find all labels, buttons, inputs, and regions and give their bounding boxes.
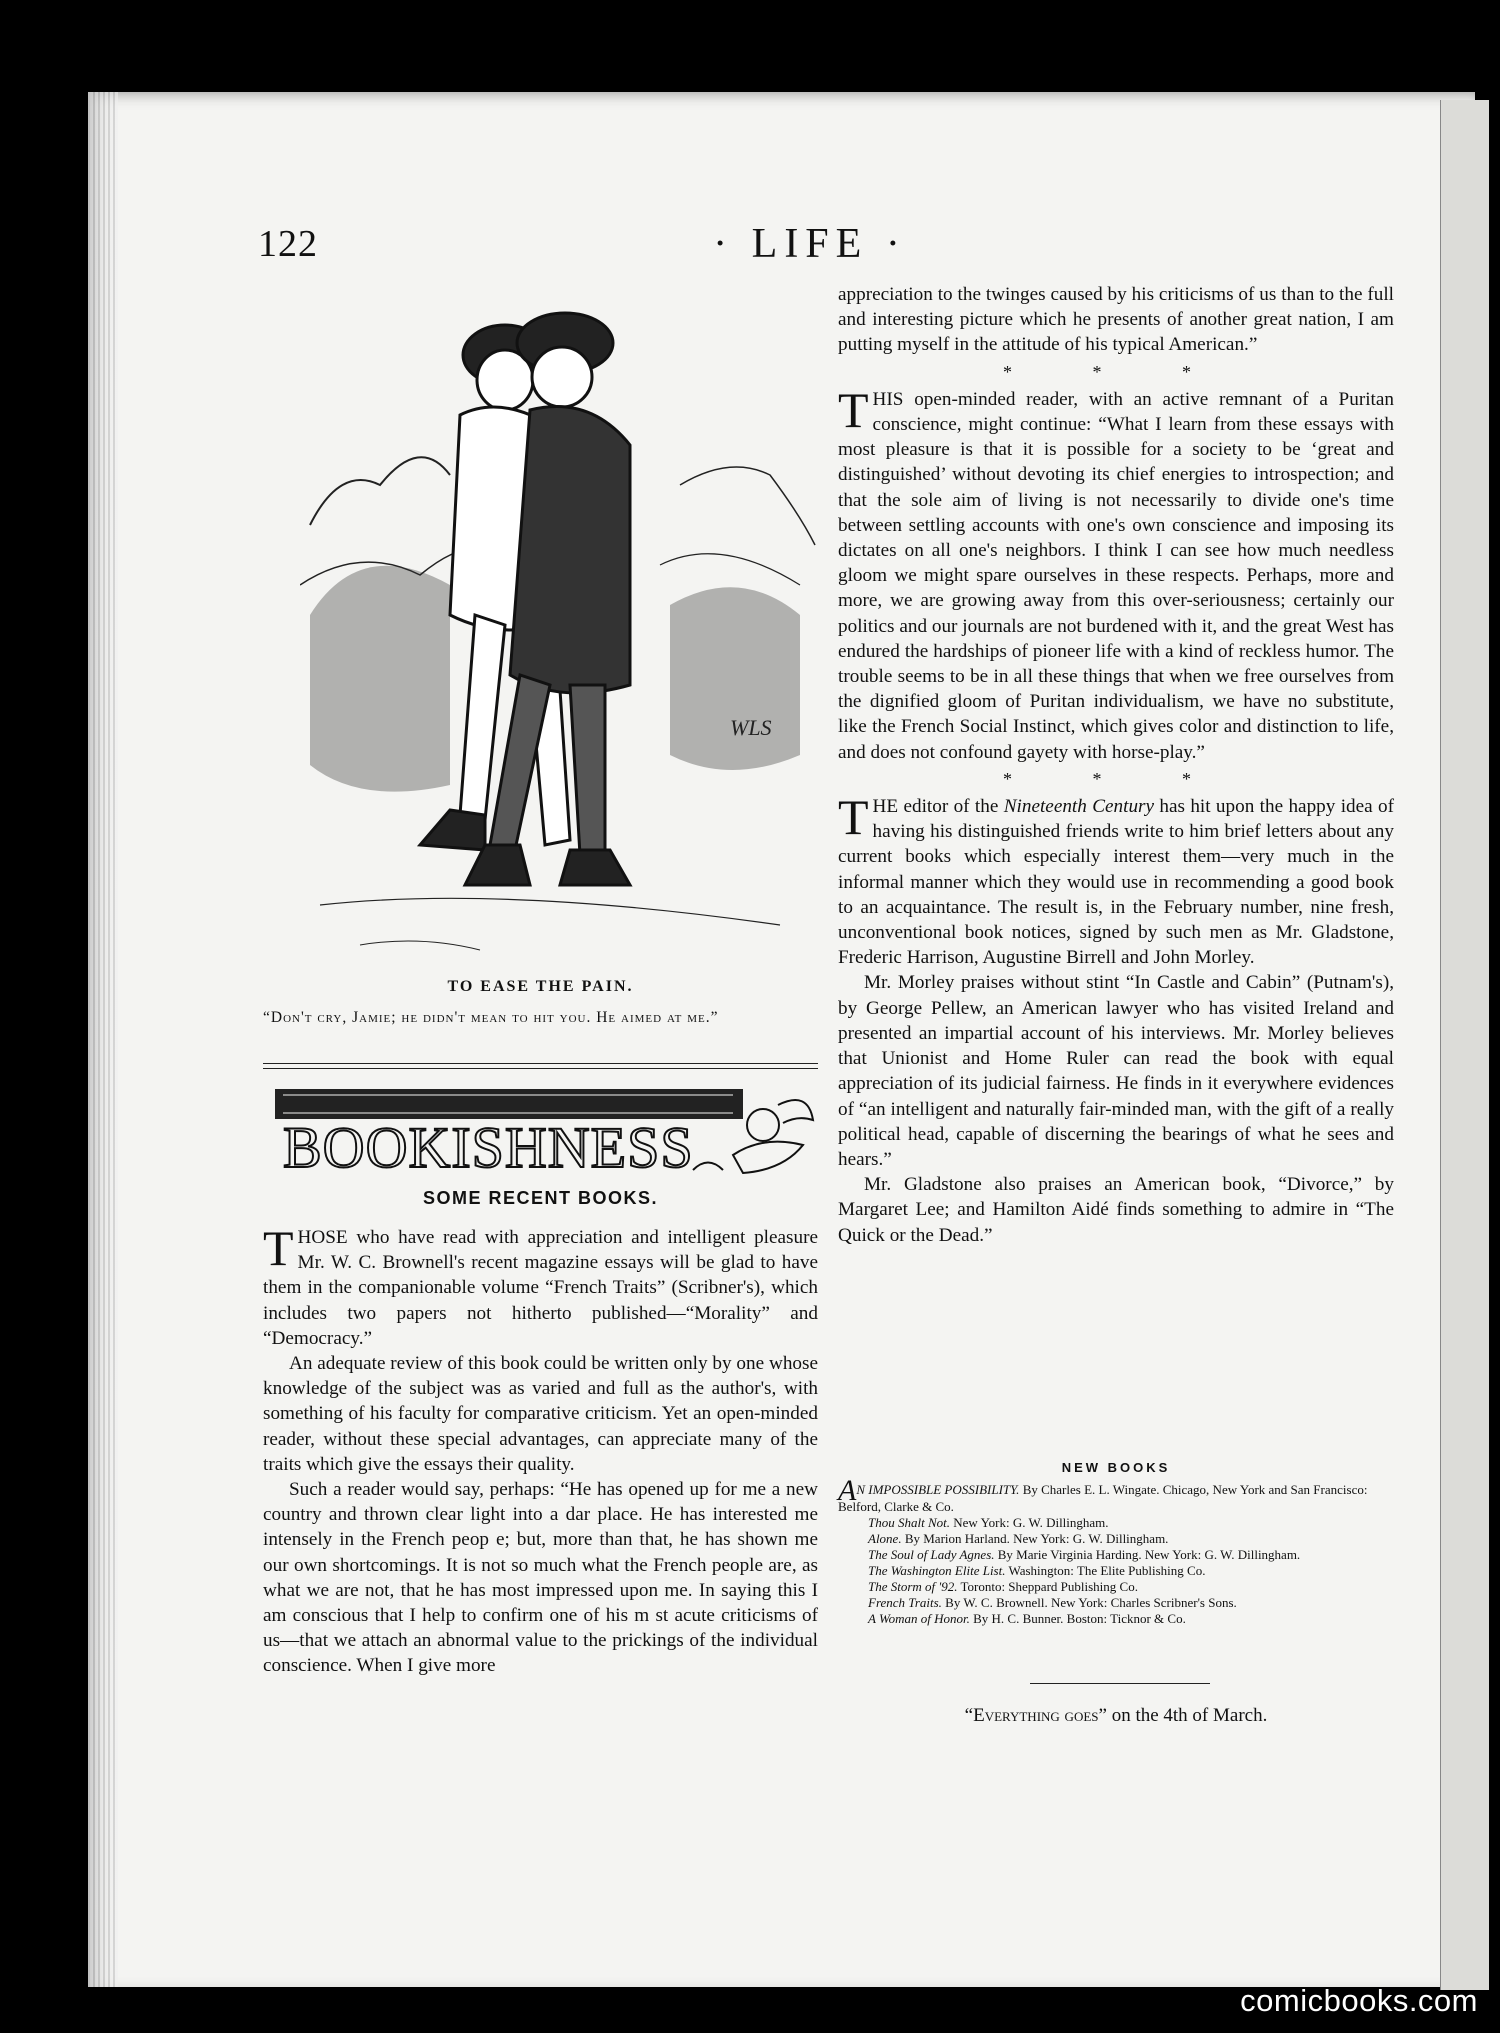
- paragraph: THOSE who have read with appreciation and intelligent pleasure Mr. W. C. Brownell's recent magazine essays will be glad to have them in the companionable volume “French Traits” (Scribner's), which includes two papers not hitherto published—“Morality” and “Democracy.”: [263, 1220, 818, 1349]
- list-item: The Washington Elite List. Washington: The Elite Publishing Co.: [868, 1563, 1206, 1578]
- illustration-boys-fighting: [300, 285, 820, 965]
- cherub-icon: [747, 1109, 779, 1141]
- section-stars: * * *: [1003, 361, 1229, 382]
- banner-text: BOOKISHNESS: [283, 1115, 694, 1180]
- drop-cap: T: [838, 789, 869, 846]
- drop-cap: T: [838, 381, 869, 438]
- watermark: comicbooks.com: [1240, 1983, 1478, 2018]
- list-item: The Soul of Lady Agnes. By Marie Virginia Harding. New York: G. W. Dillingham.: [868, 1547, 1301, 1562]
- adjacent-page-strip: [1440, 100, 1489, 1990]
- list-item: A Woman of Honor. By H. C. Bunner. Boston: Ticknor & Co.: [868, 1611, 1186, 1626]
- artist-signature: WLS: [730, 715, 772, 740]
- closing-line: “Everything goes” on the 4th of March.: [964, 1705, 1268, 1726]
- section-stars: * * *: [1003, 768, 1229, 789]
- paragraph: Such a reader would say, perhaps: “He has opened up for me a new country and thrown clear light into a dar place. He has interested me intensely in the French peop e; but, more than that, he has shown me our own shortcomings. It is not so much what the French people are, as what we are not, that he has most impressed upon me. In saying this I am conscious that I help to confirm one of his m st acute criticisms of us—that we attach an abnormal value to the prickings of the individual conscience. When I give more: [263, 1479, 818, 1677]
- paragraph: THIS open-minded reader, with an active remnant of a Puritan conscience, might continue: “What I learn from these essays with most pleasure is that it is possible for a society to be ‘great and distinguished’ without devoting its chief energies to introspection; and that the sole aim of living is not necessarily to divide one's time between settling accounts with one's own conscience and imposing its dictates on all one's neighbors. I think I can see how much needless gloom we might spare ourselves in these respects. Perhaps, more and more, we are growing away from this over-seriousness; certainly our politics and our journals are not burdened with it, and the great West has endured the hardships of pioneer life with a kind of reckless humor. The trouble seems to be in all these things that when we free ourselves from the dignified gloom of Puritan individualism, we have no substitute, like the French Social Instinct, which gives color and distinction to life, and does not confound gayety with horse-play.”: [838, 381, 1394, 763]
- page-edge: [88, 92, 118, 1987]
- paragraph: An adequate review of this book could be written only by one whose knowledge of the subject was as varied and full as the author's, with something of his faculty for comparative criticism. Yet an open-minded reader, without these special advantages, can appreciate many of the traits which give the essays their quality.: [263, 1353, 818, 1475]
- list-item: Thou Shalt Not. New York: G. W. Dillingham.: [868, 1515, 1109, 1530]
- page-number: 122: [258, 223, 318, 265]
- section-title: SOME RECENT BOOKS.: [422, 1188, 659, 1208]
- list-item: The Storm of '92. Toronto: Sheppard Publishing Co.: [868, 1579, 1138, 1594]
- paragraph: THE editor of the Nineteenth Century has hit upon the happy idea of having his distinguished friends write to him brief letters about any current books which especially interest them—very much in the informal manner which they would use in recommending a good book to an acquaintance. The result is, in the February number, nine fresh, unconventional book notices, signed by such men as Mr. Gladstone, Frederic Harrison, Augustine Birrell and John Morley.: [838, 789, 1395, 969]
- divider-rule: [263, 1063, 818, 1064]
- right-column: [838, 282, 1394, 1248]
- bookishness-banner: [263, 1085, 818, 1180]
- list-item: French Traits. By W. C. Brownell. New York: Charles Scribner's Sons.: [868, 1595, 1237, 1610]
- new-books-list: [838, 1474, 1394, 1627]
- left-column: [263, 1220, 818, 1679]
- list-item: Alone. By Marion Harland. New York: G. W. Dillingham.: [868, 1531, 1169, 1546]
- divider-rule: [1030, 1683, 1210, 1684]
- illustration-title: TO EASE THE PAIN.: [447, 978, 634, 995]
- list-item: AN IMPOSSIBLE POSSIBILITY. By Charles E. L. Wingate. Chicago, New York and San Francisco: Belford, Clarke & Co.: [838, 1474, 1368, 1514]
- new-books-heading: NEW BOOKS: [1061, 1460, 1171, 1475]
- illustration-caption: “Don't cry, Jamie; he didn't mean to hit you. He aimed at me.”: [263, 1009, 719, 1026]
- divider-rule: [263, 1068, 818, 1069]
- masthead: · LIFE ·: [713, 221, 907, 267]
- drop-cap: T: [263, 1220, 294, 1276]
- paragraph: Mr. Gladstone also praises an American book, “Divorce,” by Margaret Lee; and Hamilton Aidé finds something to admire in “The Quick or the Dead.”: [838, 1174, 1394, 1246]
- paragraph: Mr. Morley praises without stint “In Castle and Cabin” (Putnam's), by George Pellew, an American lawyer who has visited Ireland and presented an impartial account of his interviews. Mr. Morley believes that Unionist and Home Ruler can read the book with equal appreciation of its judicial fairness. He finds in it everywhere evidences of “an intelligent and naturally fair-minded man, with the gift of a really political head, capable of discerning the bearings of what he sees and hears.”: [838, 972, 1394, 1170]
- paragraph: appreciation to the twinges caused by his criticisms of us than to the full and interesting picture which he presents of another great nation, I am putting myself in the attitude of his typical American.”: [838, 284, 1394, 356]
